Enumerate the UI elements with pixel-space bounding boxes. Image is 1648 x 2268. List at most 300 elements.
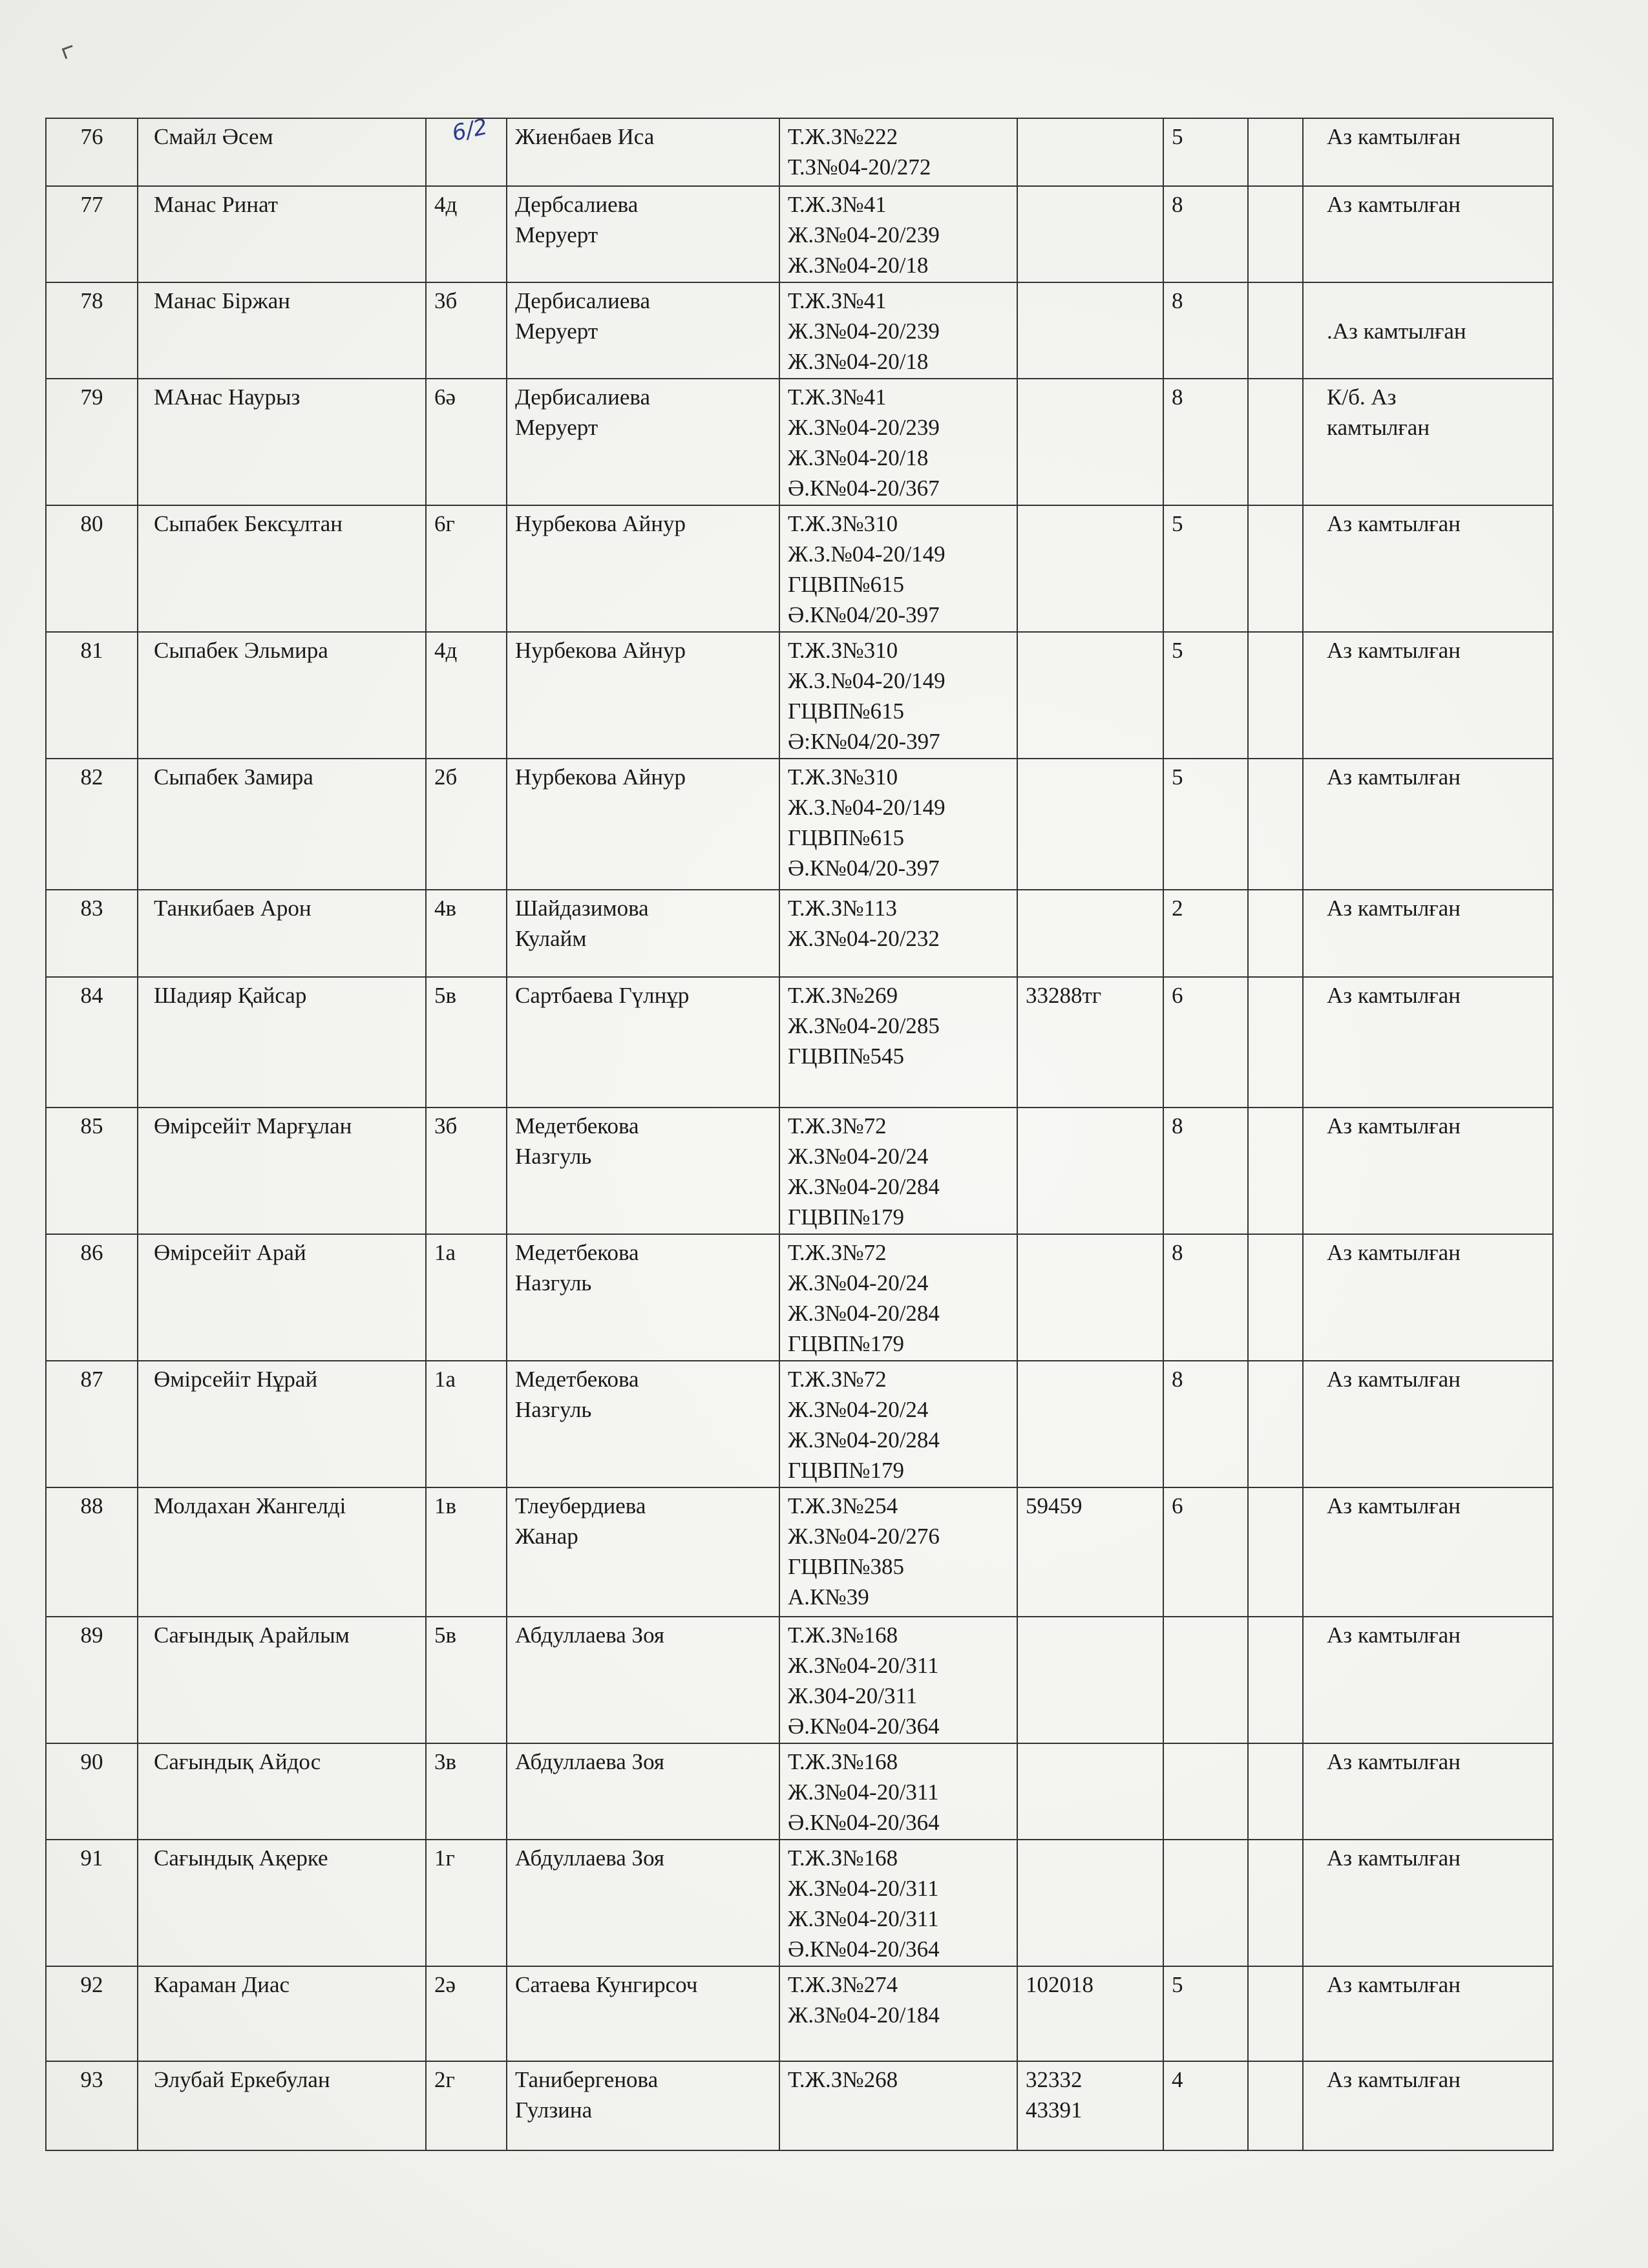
student-name-line: Манас Біржан [154,288,290,313]
status-cell [1303,2061,1553,2150]
class-cell-line: 2б [434,764,458,790]
reference-cell-line: ГЦВП№179 [788,1204,905,1230]
reference-cell-line: Ә.К№04-20/367 [788,476,940,501]
row-number-line: 84 [80,983,103,1008]
row-number [46,759,138,890]
status-cell [1303,1840,1553,1966]
reference-cell-line: Т.Ж.З№222 [788,124,898,149]
teacher-cell [507,2061,779,2150]
class-cell-line: 1а [434,1240,456,1265]
class-cell-line: 2ә [434,1972,456,1997]
status-cell [1303,759,1553,890]
row-number [46,118,138,186]
row-number [46,1840,138,1966]
teacher-cell [507,1234,779,1361]
student-name-line: Смайл Әсем [154,124,273,149]
amount-cell [1017,890,1163,977]
count-cell [1163,186,1248,282]
extra-cell [1248,1617,1303,1743]
class-cell [426,186,507,282]
class-cell-line: 3б [434,288,458,313]
count-cell-line: 5 [1172,511,1183,536]
teacher-cell-line: Меруерт [515,222,598,247]
teacher-cell-line: Гулзина [515,2097,593,2123]
reference-cell [779,2061,1017,2150]
student-name-line: Танкибаев Арон [154,896,312,921]
reference-cell-line: Т.Ж.З№72 [788,1367,887,1392]
student-name [138,1966,426,2061]
table-row [46,1234,1553,1361]
reference-cell [779,1487,1017,1617]
count-cell-line [1172,1843,1240,1873]
reference-cell-line: ГЦВП№615 [788,572,905,597]
row-number-line: 88 [80,1493,103,1518]
amount-cell [1017,1966,1163,2061]
amount-cell-line: 43391 [1026,2097,1083,2123]
teacher-cell [507,505,779,632]
reference-cell-line: Ә.К№04-20/364 [788,1810,940,1835]
teacher-cell [507,379,779,505]
class-cell-line: 4в [434,896,457,921]
count-cell [1163,632,1248,759]
reference-cell-line: Ж.З№04-20/24 [788,1270,929,1296]
teacher-cell [507,1487,779,1617]
status-cell-line: камтылған [1327,415,1430,440]
reference-cell-line: Ж.З№04-20/184 [788,2002,940,2028]
extra-cell-line [1256,382,1294,412]
status-cell [1303,1617,1553,1743]
student-name [138,1108,426,1234]
row-number-line: 91 [80,1845,103,1871]
reference-cell-line: Т.Ж.З№310 [788,764,898,790]
count-cell-line [1172,1620,1240,1650]
amount-cell-line: 102018 [1026,1972,1093,1997]
extra-cell-line [1256,762,1294,792]
count-cell [1163,2061,1248,2150]
extra-cell-line [1256,189,1294,220]
count-cell [1163,118,1248,186]
class-cell-line: 1в [434,1493,457,1518]
status-cell-line: Аз камтылған [1327,1972,1461,1997]
reference-cell-line: Ж.З№04-20/311 [788,1906,939,1931]
reference-cell-line: Ж.З№04-20/284 [788,1301,940,1326]
teacher-cell-line: Дербисалиева [515,384,651,410]
class-cell-line: 5в [434,1622,457,1648]
reference-cell-line: Ж.З№04-20/18 [788,253,929,278]
amount-cell [1017,1487,1163,1617]
status-cell-line: .Аз камтылған [1327,319,1466,344]
class-cell-line: 1а [434,1367,456,1392]
row-number [46,282,138,379]
class-cell-line: 3б [434,1113,458,1139]
amount-cell-line: 33288тг [1026,983,1102,1008]
student-name [138,186,426,282]
student-name-line: Өмірсейіт Арай [154,1240,306,1265]
status-cell-line: Аз камтылған [1327,1845,1461,1871]
count-cell-line: 6 [1172,983,1183,1008]
reference-cell-line: Ә.К№04-20/364 [788,1937,940,1962]
status-cell [1303,1966,1553,2061]
amount-cell [1017,977,1163,1108]
class-cell [426,118,507,186]
extra-cell [1248,118,1303,186]
class-cell [426,890,507,977]
count-cell [1163,1487,1248,1617]
class-cell [426,1966,507,2061]
teacher-cell-line: Дербсалиева [515,192,639,217]
class-cell [426,282,507,379]
reference-cell-line: Ж.З№04-20/239 [788,319,940,344]
table-row [46,2061,1553,2150]
class-cell-line: 4д [434,638,458,663]
count-cell-line: 5 [1172,1972,1183,1997]
table-row [46,1487,1553,1617]
table-row [46,1743,1553,1840]
reference-cell [779,282,1017,379]
student-name-line: Молдахан Жангелді [154,1493,346,1518]
table-row [46,759,1553,890]
row-number-line: 87 [80,1367,103,1392]
count-cell [1163,1743,1248,1840]
reference-cell [779,1743,1017,1840]
class-cell [426,379,507,505]
count-cell [1163,977,1248,1108]
amount-cell [1017,759,1163,890]
reference-cell-line: Ә:К№04/20-397 [788,729,940,754]
amount-cell-line: 59459 [1026,1493,1083,1518]
teacher-cell-line: Танибергенова [515,2067,659,2092]
count-cell [1163,1840,1248,1966]
row-number-line: 77 [80,192,103,217]
teacher-cell-line: Шайдазимова [515,896,649,921]
count-cell [1163,890,1248,977]
reference-cell-line: Ә.К№04/20-397 [788,602,940,627]
class-cell-line: 5в [434,983,457,1008]
class-cell [426,2061,507,2150]
teacher-cell [507,977,779,1108]
row-number [46,2061,138,2150]
teacher-cell-line: Нурбекова Айнур [515,638,686,663]
teacher-cell-line: Назгуль [515,1144,592,1169]
teacher-cell-line: Кулайм [515,926,587,951]
teacher-cell [507,1840,779,1966]
student-name [138,1840,426,1966]
amount-cell [1017,1743,1163,1840]
teacher-cell-line: Абдуллаева Зоя [515,1622,665,1648]
teacher-cell [507,1617,779,1743]
teacher-cell [507,186,779,282]
reference-cell-line: Ж.З№04-20/239 [788,222,940,247]
reference-cell-line: Ж.З№04-20/239 [788,415,940,440]
extra-cell-line [1256,1364,1294,1394]
status-cell-line: Аз камтылған [1327,1240,1461,1265]
extra-cell [1248,282,1303,379]
teacher-cell-line: Назгуль [515,1270,592,1296]
student-name [138,2061,426,2150]
class-cell [426,1487,507,1617]
row-number-line: 92 [80,1972,103,1997]
amount-cell [1017,1361,1163,1487]
row-number [46,1617,138,1743]
teacher-cell-line: Медетбекова [515,1240,639,1265]
reference-cell-line: Ж.З№04-20/18 [788,445,929,470]
student-name-line: Сағындық Ақерке [154,1845,328,1871]
extra-cell [1248,1840,1303,1966]
status-cell-line [1327,286,1545,316]
count-cell [1163,1108,1248,1234]
table-row [46,890,1553,977]
reference-cell-line: Ж.З№04-20/285 [788,1013,940,1038]
class-cell-line [434,121,498,152]
reference-cell-line: Ж.З.№04-20/149 [788,795,945,820]
row-number [46,1966,138,2061]
count-cell-line: 8 [1172,384,1183,410]
reference-cell [779,1966,1017,2061]
student-name-line: Сағындық Айдос [154,1749,321,1774]
count-cell [1163,379,1248,505]
extra-cell [1248,2061,1303,2150]
reference-cell-line: Ж.З№04-20/311 [788,1653,939,1678]
table-row [46,505,1553,632]
status-cell [1303,1743,1553,1840]
row-number [46,632,138,759]
row-number-line: 82 [80,764,103,790]
status-cell [1303,977,1553,1108]
teacher-cell-line: Сартбаева Гүлнұр [515,983,690,1008]
class-cell-line: 1г [434,1845,455,1871]
count-cell-line: 8 [1172,1113,1183,1139]
student-name-line: Сыпабек Замира [154,764,313,790]
teacher-cell-line: Жанар [515,1524,578,1549]
reference-cell-line: А.К№39 [788,1584,869,1610]
status-cell-line: Аз камтылған [1327,764,1461,790]
count-cell-line: 4 [1172,2067,1183,2092]
status-cell-line: Аз камтылған [1327,1622,1461,1648]
row-number-line: 93 [80,2067,103,2092]
row-number [46,1361,138,1487]
count-cell-line [1172,1747,1240,1777]
teacher-cell-line: Жиенбаев Иса [515,124,655,149]
reference-cell-line: Ж.З.№04-20/149 [788,541,945,567]
status-cell-line: Аз камтылған [1327,1493,1461,1518]
teacher-cell-line: Дербисалиева [515,288,651,313]
student-table [45,118,1554,2151]
status-cell-line: Аз камтылған [1327,2067,1461,2092]
extra-cell-line [1256,1747,1294,1777]
count-cell-line: 6 [1172,1493,1183,1518]
status-cell [1303,505,1553,632]
table-row [46,282,1553,379]
student-name-line: Сыпабек Эльмира [154,638,328,663]
teacher-cell-line: Нурбекова Айнур [515,764,686,790]
status-cell-line: К/б. Аз [1327,384,1397,410]
count-cell [1163,1361,1248,1487]
reference-cell [779,1108,1017,1234]
count-cell [1163,282,1248,379]
reference-cell [779,379,1017,505]
class-cell-line: 4д [434,192,458,217]
handwritten-mark: 6/2 [449,114,490,147]
row-number [46,186,138,282]
class-cell-line: 6ә [434,384,456,410]
row-number-line: 80 [80,511,103,536]
reference-cell-line: Ә.К№04/20-397 [788,856,940,881]
extra-cell [1248,632,1303,759]
row-number-line: 83 [80,896,103,921]
extra-cell [1248,505,1303,632]
teacher-cell [507,890,779,977]
extra-cell [1248,379,1303,505]
teacher-cell-line: Нурбекова Айнур [515,511,686,536]
student-name-line: Шадияр Қайсар [154,983,307,1008]
reference-cell-line: Т.Ж.З№41 [788,288,887,313]
count-cell-line: 2 [1172,896,1183,921]
count-cell-line: 5 [1172,764,1183,790]
row-number [46,1234,138,1361]
student-name [138,1234,426,1361]
count-cell [1163,1966,1248,2061]
teacher-cell [507,1108,779,1234]
reference-cell [779,890,1017,977]
status-cell-line: Аз камтылған [1327,1367,1461,1392]
student-name [138,505,426,632]
reference-cell-line: Т.Ж.З№168 [788,1622,898,1648]
student-name [138,632,426,759]
class-cell [426,1743,507,1840]
student-name-line: Сағындық Арайлым [154,1622,350,1648]
amount-cell [1017,632,1163,759]
reference-cell-line: Ж.З№04-20/276 [788,1524,940,1549]
extra-cell [1248,1108,1303,1234]
class-cell [426,1840,507,1966]
student-name-line: МАнас Наурыз [154,384,301,410]
extra-cell-line [1256,286,1294,316]
count-cell [1163,505,1248,632]
extra-cell [1248,1966,1303,2061]
status-cell [1303,282,1553,379]
teacher-cell-line: Сатаева Кунгирсоч [515,1972,698,1997]
reference-cell [779,632,1017,759]
amount-cell [1017,505,1163,632]
status-cell [1303,1108,1553,1234]
extra-cell-line [1256,1620,1294,1650]
row-number-line: 85 [80,1113,103,1139]
student-name-line: Караман Диас [154,1972,290,1997]
reference-cell-line: Т.З№04-20/272 [788,154,931,180]
reference-cell-line: Ж.З04-20/311 [788,1683,918,1708]
table-body [46,118,1553,2150]
class-cell [426,505,507,632]
extra-cell-line [1256,1969,1294,2000]
reference-cell-line: Ж.З№04-20/284 [788,1427,940,1453]
reference-cell [779,977,1017,1108]
extra-cell-line [1256,121,1294,152]
student-name-line: Өмірсейіт Марғұлан [154,1113,352,1139]
amount-cell [1017,1617,1163,1743]
reference-cell [779,1617,1017,1743]
class-cell [426,1361,507,1487]
reference-cell-line: ГЦВП№179 [788,1331,905,1356]
reference-cell-line: Ж.З№04-20/311 [788,1780,939,1805]
reference-cell-line: Ж.З№04-20/284 [788,1174,940,1199]
reference-cell-line: ГЦВП№545 [788,1044,905,1069]
reference-cell-line: Ә.К№04-20/364 [788,1714,940,1739]
extra-cell [1248,1743,1303,1840]
class-cell [426,759,507,890]
table-row [46,1840,1553,1966]
status-cell [1303,890,1553,977]
teacher-cell [507,118,779,186]
reference-cell-line: Т.Ж.З№274 [788,1972,898,1997]
row-number-line: 79 [80,384,103,410]
class-cell-line: 6г [434,511,455,536]
class-cell [426,1108,507,1234]
teacher-cell-line: Медетбекова [515,1113,639,1139]
reference-cell-line: Ж.З№04-20/232 [788,926,940,951]
teacher-cell [507,1966,779,2061]
row-number-line: 89 [80,1622,103,1648]
student-name [138,118,426,186]
count-cell-line: 8 [1172,1367,1183,1392]
teacher-cell [507,1361,779,1487]
reference-cell-line: Ж.З№04-20/24 [788,1397,929,1422]
extra-cell [1248,890,1303,977]
status-cell [1303,1234,1553,1361]
reference-cell-line: Т.Ж.З№310 [788,638,898,663]
table-row [46,1361,1553,1487]
row-number [46,1487,138,1617]
extra-cell [1248,1361,1303,1487]
reference-cell-line: Т.Ж.З№254 [788,1493,898,1518]
extra-cell [1248,977,1303,1108]
reference-cell [779,1234,1017,1361]
teacher-cell-line: Назгуль [515,1397,592,1422]
status-cell-line: Аз камтылған [1327,896,1461,921]
reference-cell-line: Т.Ж.З№310 [788,511,898,536]
status-cell-line: Аз камтылған [1327,124,1461,149]
row-number-line: 76 [80,124,103,149]
amount-cell [1017,1234,1163,1361]
reference-cell-line: Ж.З№04-20/18 [788,349,929,374]
student-name [138,1617,426,1743]
row-number [46,890,138,977]
extra-cell-line [1256,980,1294,1011]
amount-cell [1017,379,1163,505]
reference-cell-line: Т.Ж.З№269 [788,983,898,1008]
reference-cell [779,759,1017,890]
student-name [138,890,426,977]
status-cell [1303,1361,1553,1487]
class-cell [426,632,507,759]
teacher-cell [507,759,779,890]
count-cell [1163,1617,1248,1743]
table-row [46,379,1553,505]
student-name [138,379,426,505]
table-row [46,118,1553,186]
amount-cell [1017,1108,1163,1234]
table-row [46,1617,1553,1743]
reference-cell [779,118,1017,186]
reference-cell-line: Ж.З.№04-20/149 [788,668,945,693]
reference-cell [779,1840,1017,1966]
count-cell-line: 8 [1172,192,1183,217]
row-number [46,1108,138,1234]
status-cell [1303,379,1553,505]
status-cell [1303,118,1553,186]
reference-cell [779,505,1017,632]
student-name [138,1487,426,1617]
extra-cell-line [1256,1491,1294,1521]
